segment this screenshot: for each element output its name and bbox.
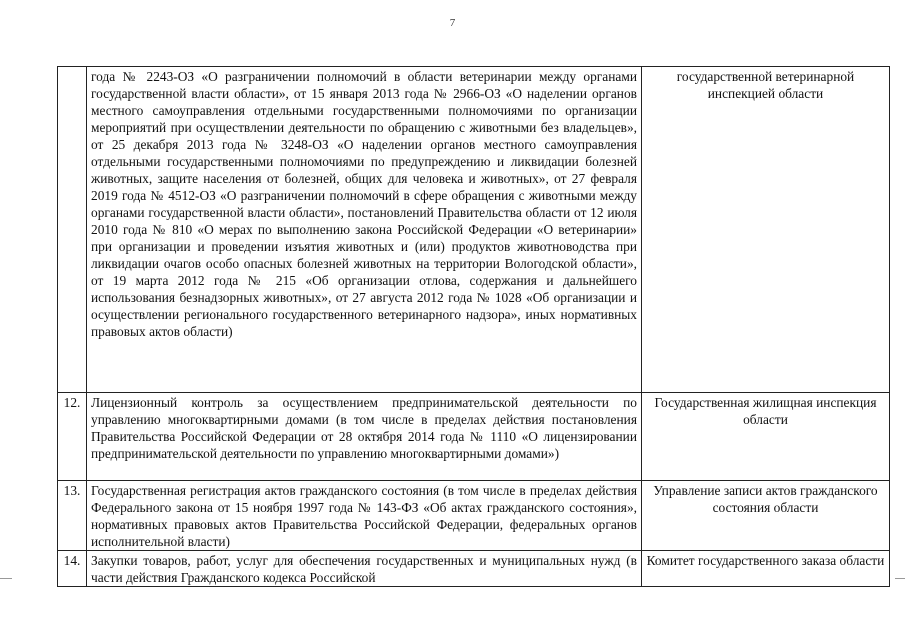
table-row [58,551,890,587]
responsible-authority: Комитет государственного заказа области [642,551,890,587]
responsible-authority: государственной ветеринарной инспекцией области [642,67,890,393]
responsible-authority: Государственная жилищная инспекция области [642,393,890,481]
row-number: 13. [58,481,87,551]
scan-edge-mark [0,578,12,579]
control-description: Закупки товаров, работ, услуг для обеспечения государственных и муниципальных нужд (в части действия Гражданского кодекса Российской [87,551,642,587]
regulation-table [57,66,890,587]
page-number: 7 [449,17,456,29]
table-row [58,393,890,481]
row-number: 12. [58,393,87,481]
row-number [58,67,87,393]
table-row [58,67,890,393]
control-description: Государственная регистрация актов гражданского состояния (в том числе в пределах действия Федерального закона от 15 ноября 1997 года № 143-ФЗ «Об актах гражданского состояния», нормативных правовых актов Правительства Российской Федерации, федеральных органов исполнительной власти) [87,481,642,551]
control-description: Лицензионный контроль за осуществлением предпринимательской деятельности по управлению многоквартирными домами (в том числе в пределах действия постановления Правительства Российской Федерации от 28 октября 2014 года № 1110 «О лицензировании предпринимательской деятельности по управлению многоквартирными домами») [87,393,642,481]
row-number: 14. [58,551,87,587]
table-row [58,481,890,551]
scan-edge-mark [895,578,905,579]
responsible-authority: Управление записи актов гражданского состояния области [642,481,890,551]
control-description: года № 2243-ОЗ «О разграничении полномочий в области ветеринарии между органами государственной власти области», от 15 января 2013 года № 2966-ОЗ «О наделении органов местного самоуправления отдельными государственными полномочиями по организации мероприятий при осуществлении деятельности по обращению с животными без владельцев», от 25 декабря 2013 года № 3248-ОЗ «О наделении органов местного самоуправления отдельными государственными полномочиями по предупреждению и ликвидации болезней животных, защите населения от болезней, общих для человека и животных», от 27 февраля 2019 года № 4512-ОЗ «О разграничении полномочий в сфере обращения с животными между органами государственной власти области», постановлений Правительства области от 12 июля 2010 года № 810 «О мерах по выполнению закона Российской Федерации «О ветеринарии» при организации и проведении изъятия животных и (или) продуктов животноводства при ликвидации очагов особо опасных болезней животных на территории Вологодской области», от 19 марта 2012 года № 215 «Об организации отлова, содержания и дальнейшего использования безнадзорных животных», от 27 августа 2012 года № 1028 «Об организации и осуществлении регионального государственного ветеринарного надзора», иных нормативных правовых актов области) [87,67,642,393]
